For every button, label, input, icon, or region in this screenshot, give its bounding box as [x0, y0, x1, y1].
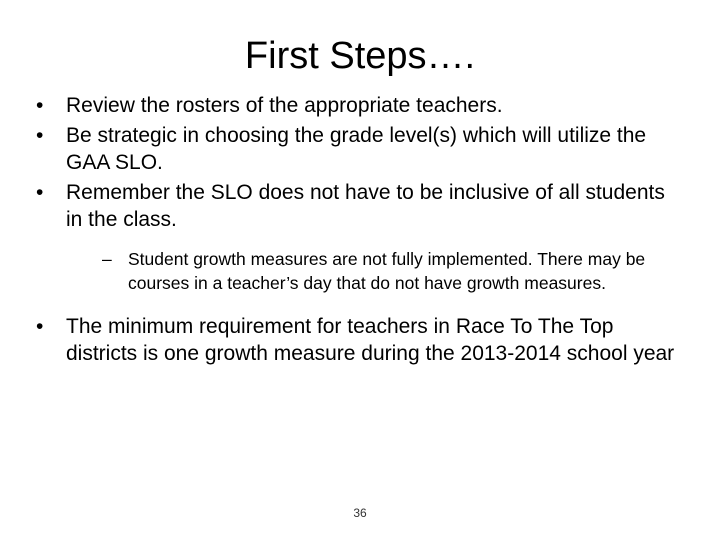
- bullet-text: Be strategic in choosing the grade level(s) which will utilize the GAA SLO.: [66, 124, 647, 174]
- bullet-marker: •: [36, 315, 44, 338]
- bullet-item: [36, 92, 686, 119]
- bullet-list: [36, 92, 686, 370]
- sub-bullet-marker: –: [102, 249, 112, 269]
- sub-bullet-list: [66, 247, 686, 295]
- bullet-text: Review the rosters of the appropriate teachers.: [66, 94, 503, 117]
- bullet-item: [36, 122, 686, 176]
- sub-bullet-item: [66, 247, 686, 295]
- bullet-marker: •: [36, 94, 44, 117]
- bullet-text: Remember the SLO does not have to be inclusive of all students in the class.: [66, 181, 665, 231]
- slide-title: First Steps….: [244, 35, 476, 77]
- bullet-marker: •: [36, 181, 44, 204]
- bullet-marker: •: [36, 124, 44, 147]
- sub-bullet-text: Student growth measures are not fully implemented. There may be courses in a teacher’s day that do not have growth measures.: [128, 249, 646, 293]
- bullet-item: [36, 179, 686, 295]
- bullet-item: [36, 313, 686, 367]
- page-number: 36: [353, 506, 367, 520]
- bullet-text: The minimum requirement for teachers in Race To The Top districts is one growth measure during the 2013-2014 school year: [66, 315, 675, 365]
